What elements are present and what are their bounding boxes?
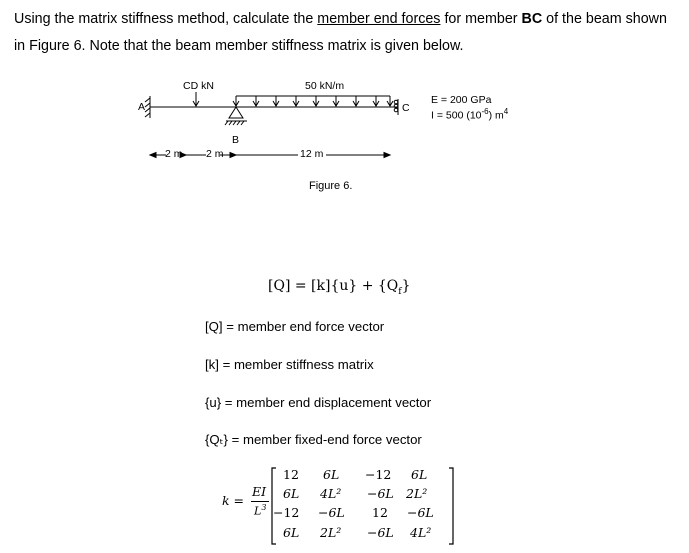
point-load-arrow: [193, 92, 199, 106]
dimension-lines: [150, 153, 390, 158]
m10: 6L: [283, 486, 300, 501]
matrix-l3: $L^3$: [254, 503, 267, 518]
m31: 2L²: [320, 525, 342, 540]
member-bc: BC: [521, 11, 543, 27]
fixed-support-a: [145, 96, 150, 118]
modulus-label: E = 200 GPa: [431, 94, 492, 106]
matrix-ei: EI: [252, 484, 267, 499]
m13: 2L²: [406, 486, 428, 501]
pin-support-b: [225, 107, 247, 125]
udl-label: 50 kN/m: [305, 80, 345, 92]
m22: 12: [372, 505, 388, 520]
member-end-forces-link: member end forces: [317, 11, 441, 27]
m03: 6L: [411, 467, 428, 482]
distributed-load: [233, 96, 393, 106]
dimension-label-2: 2 m: [206, 148, 224, 160]
definition-u: {u} = member end displacement vector: [205, 395, 432, 410]
m33: 4L²: [410, 525, 432, 540]
question-line-2: in Figure 6. Note that the beam member stiffness matrix is given below.: [14, 38, 464, 54]
matrix-k-label: k =: [222, 493, 245, 508]
m21: −6L: [318, 505, 345, 520]
m32: −6L: [367, 525, 394, 540]
stiffness-matrix: [220, 467, 460, 545]
definition-k: [k] = member stiffness matrix: [205, 357, 374, 372]
node-a-label: A: [138, 101, 146, 113]
dimension-label-3: 12 m: [300, 148, 324, 160]
m02: −12: [365, 467, 392, 482]
figure-caption: Figure 6.: [309, 180, 353, 192]
definition-qf: {Qₜ} = member fixed-end force vector: [205, 432, 422, 447]
definition-q: [Q] = member end force vector: [205, 319, 385, 334]
stiffness-equation: $[Q] = [k]\{u\} + \{Q_f\}$: [268, 278, 411, 297]
m01: 6L: [323, 467, 340, 482]
question-line-1: Using the matrix stiffness method, calculate the member end forces for member BC of the beam shown: [14, 11, 667, 27]
node-c-label: C: [402, 102, 410, 114]
inertia-label: I = 500 $(10^{-6})$ $m^4$: [431, 107, 509, 122]
point-load-label: CD kN: [183, 80, 214, 92]
m11: 4L²: [320, 486, 342, 501]
node-b-label: B: [232, 134, 240, 146]
m12: −6L: [367, 486, 394, 501]
m30: 6L: [283, 525, 300, 540]
m23: −6L: [407, 505, 434, 520]
m00: 12: [283, 467, 299, 482]
m20: −12: [273, 505, 300, 520]
dimension-label-1: 2 m: [165, 148, 183, 160]
